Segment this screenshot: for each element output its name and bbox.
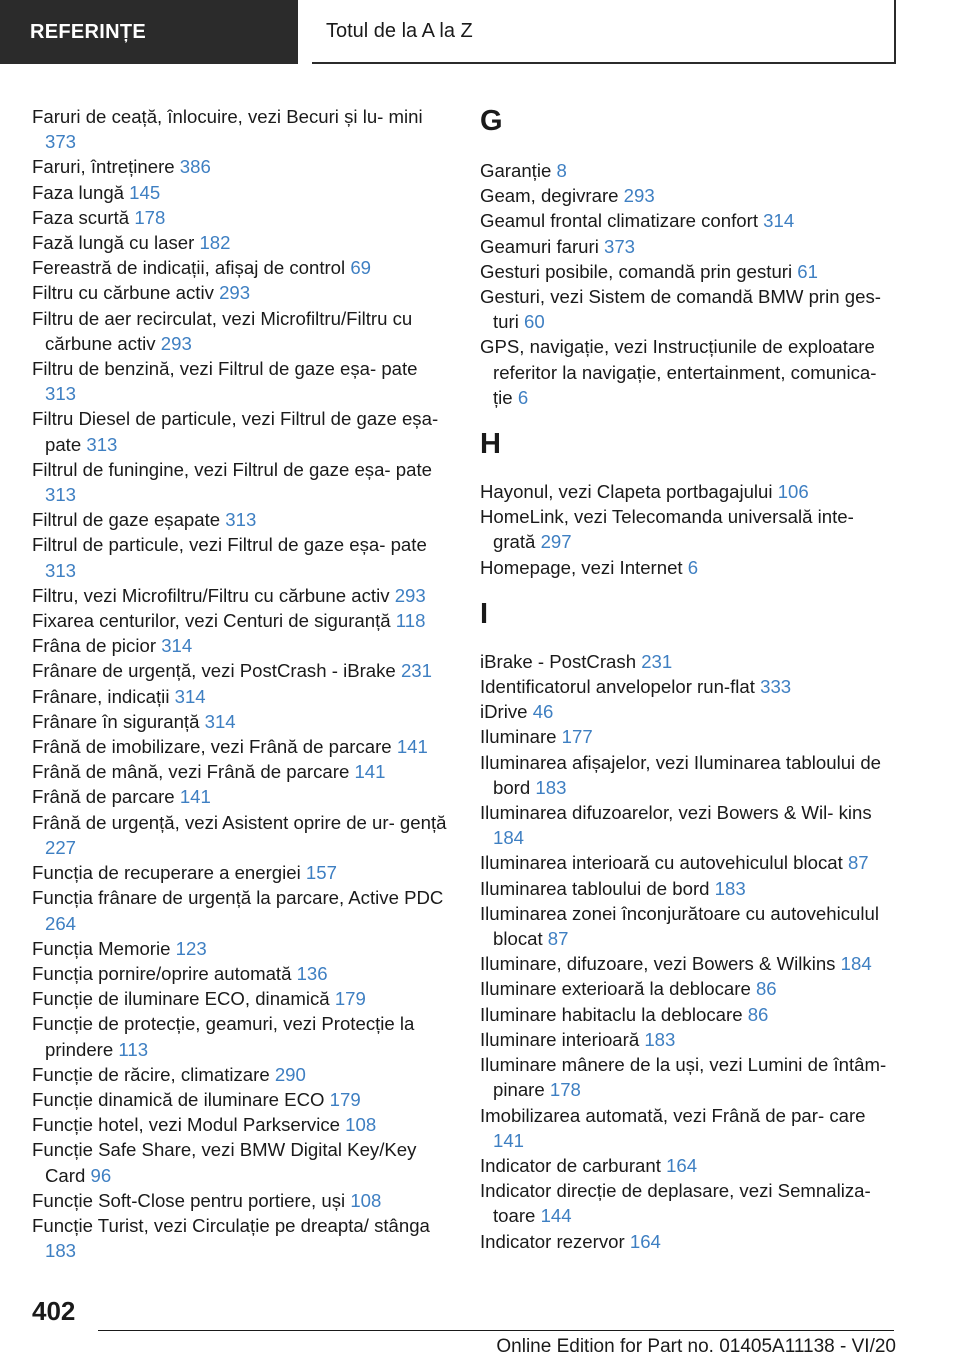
section-label: REFERINȚE (30, 20, 147, 43)
index-entry (480, 259, 900, 284)
index-entry-text: Geam, degivrare (480, 185, 619, 207)
index-entry-text: Iluminarea interioară cu autovehiculul blocat (480, 852, 843, 874)
index-entry (480, 1153, 900, 1178)
edition-note: Online Edition for Part no. 01405A11138 - VI/20 (496, 1336, 896, 1357)
page-reference-link[interactable]: 313 (45, 484, 77, 506)
page-reference-link[interactable]: 297 (540, 531, 572, 553)
page-reference-link[interactable]: 144 (540, 1205, 572, 1227)
page-reference-link[interactable]: 141 (396, 736, 428, 758)
index-entry (480, 1229, 900, 1254)
index-entry-text: HomeLink, vezi Telecomanda universală inte‐ grată (480, 506, 854, 553)
page-reference-link[interactable]: 183 (45, 1240, 77, 1262)
index-entry (32, 658, 452, 683)
index-entry-text: Iluminare (480, 726, 557, 748)
index-entry-text: Frânare de urgență, vezi PostCrash - iBrake (32, 660, 396, 682)
index-entry-text: Funcția frânare de urgență la parcare, Active PDC (32, 887, 444, 909)
index-letter-heading: I (480, 597, 489, 630)
index-entry (32, 205, 452, 230)
index-entry-text: Filtru de benzină, vezi Filtrul de gaze eșa‐ pate (32, 358, 418, 380)
index-entry (480, 901, 900, 951)
index-entry-text: Faruri de ceață, înlocuire, vezi Becuri și lu‐ mini (32, 106, 423, 127)
page-reference-link[interactable]: 113 (118, 1038, 149, 1060)
page-reference-link[interactable]: 373 (604, 235, 636, 257)
page-reference-link[interactable]: 313 (45, 559, 77, 581)
page-reference-link[interactable]: 313 (86, 433, 118, 455)
index-entry-text: Funcția pornire/oprire automată (32, 962, 292, 984)
index-entry (480, 334, 900, 410)
page-reference-link[interactable]: 333 (760, 676, 792, 698)
page-reference-link[interactable]: 60 (524, 311, 545, 333)
page-reference-link[interactable]: 182 (199, 232, 231, 254)
page-reference-link[interactable]: 293 (623, 185, 655, 207)
index-entry (480, 649, 900, 674)
index-entry (32, 608, 452, 633)
index-entry-text: Identificatorul anvelopelor run-flat (480, 676, 755, 698)
page-reference-link[interactable]: 183 (714, 877, 746, 899)
page-reference-link[interactable]: 87 (547, 928, 569, 950)
index-entry (480, 284, 900, 334)
page-reference-link[interactable]: 179 (329, 1088, 361, 1110)
page-reference-link[interactable]: 314 (763, 210, 795, 232)
index-entry-text: Filtrul de gaze eșapate (32, 509, 221, 531)
index-entry (32, 885, 452, 935)
index-letter-heading: H (480, 428, 501, 461)
index-entry (32, 406, 452, 456)
index-entry (32, 532, 452, 582)
page-reference-link[interactable]: 106 (777, 481, 809, 503)
index-entry (32, 1062, 452, 1087)
index-column-right (480, 104, 900, 1254)
page-reference-link[interactable]: 314 (204, 710, 236, 732)
index-entry (480, 876, 900, 901)
page-reference-link[interactable]: 6 (517, 386, 529, 408)
page-reference-link[interactable]: 178 (549, 1079, 581, 1101)
index-entry-text: iDrive (480, 701, 528, 723)
index-entry (480, 1103, 900, 1153)
index-entry-text: Funcție hotel, vezi Modul Parkservice (32, 1114, 340, 1136)
index-entry (32, 1188, 452, 1213)
page-reference-link[interactable]: 184 (493, 827, 525, 849)
index-entry (32, 1011, 452, 1061)
index-entry (480, 750, 900, 800)
page-reference-link[interactable]: 46 (532, 701, 554, 723)
index-entry (32, 784, 452, 809)
index-entry-text: Iluminare interioară (480, 1028, 640, 1050)
index-entry-text: Indicator rezervor (480, 1230, 625, 1252)
page-reference-link[interactable]: 141 (493, 1129, 525, 1151)
page-reference-link[interactable]: 145 (129, 181, 161, 203)
index-entry-text: Fixarea centurilor, vezi Centuri de siguranță (32, 610, 391, 632)
index-entry-text: Filtru Diesel de particule, vezi Filtrul de gaze eșa‐ pate (32, 408, 439, 455)
index-entry-text: Funcție de protecție, geamuri, vezi Protecție la prindere (32, 1013, 415, 1060)
index-entry-text: Indicator direcție de deplasare, vezi Semnaliza‐ toare (480, 1180, 871, 1227)
index-entry-text: Faza lungă (32, 181, 124, 203)
index-entry (480, 850, 900, 875)
index-entry (480, 976, 900, 1001)
index-entry (32, 1137, 452, 1187)
page-reference-link[interactable]: 293 (394, 584, 426, 606)
index-entry-text: Iluminare exterioară la deblocare (480, 978, 751, 1000)
index-entry-text: Gesturi posibile, comandă prin gesturi (480, 260, 793, 282)
index-entry-text: Fază lungă cu laser (32, 232, 195, 254)
page-title: Totul de la A la Z (326, 19, 473, 42)
index-entry (480, 951, 900, 976)
index-entry (480, 234, 900, 259)
page-reference-link[interactable]: 227 (45, 836, 77, 858)
index-entry-text: Funcția de recuperare a energiei (32, 862, 301, 884)
index-entry-text: Iluminare mânere de la uși, vezi Lumini de întâm‐ pinare (480, 1054, 887, 1101)
index-entry-text: Filtrul de funingine, vezi Filtrul de gaze eșa‐ pate (32, 458, 432, 480)
index-entry (480, 800, 900, 850)
index-entry (480, 208, 900, 233)
page-reference-link[interactable]: 87 (847, 852, 869, 874)
index-entry-text: Indicator de carburant (480, 1154, 661, 1176)
section-tab (0, 0, 298, 64)
index-column-left (32, 104, 452, 1263)
index-entry (480, 183, 900, 208)
index-entry-text: Funcție de iluminare ECO, dinamică (32, 988, 330, 1010)
index-entry (480, 479, 900, 504)
page-reference-link[interactable]: 86 (747, 1003, 769, 1025)
index-entry-text: Funcție Turist, vezi Circulație pe dreapta/ stânga (32, 1214, 430, 1236)
index-entry-text: Iluminarea tabloului de bord (480, 877, 710, 899)
index-entry-text: Filtrul de particule, vezi Filtrul de gaze eșa‐ pate (32, 534, 427, 556)
index-entry (32, 280, 452, 305)
index-entry-text: Frână de imobilizare, vezi Frână de parcare (32, 736, 392, 758)
index-entry (480, 1027, 900, 1052)
page-reference-link[interactable]: 108 (345, 1114, 377, 1136)
page-reference-link[interactable]: 178 (134, 206, 166, 228)
page-reference-link[interactable]: 164 (629, 1230, 661, 1252)
page-reference-link[interactable]: 157 (305, 862, 337, 884)
index-entry-text: Frânare, indicații (32, 685, 170, 707)
index-entry-text: Frână de urgență, vezi Asistent oprire de ur‐ gență (32, 811, 447, 833)
index-entry (32, 936, 452, 961)
index-entry (32, 633, 452, 658)
index-entry-text: Geamuri faruri (480, 235, 599, 257)
index-entry (32, 810, 452, 860)
index-entry (32, 154, 452, 179)
index-entry (32, 709, 452, 734)
page-reference-link[interactable]: 314 (161, 635, 193, 657)
index-entry-text: Iluminarea afișajelor, vezi Iluminarea tabloului de bord (480, 751, 882, 798)
page-reference-link[interactable]: 183 (535, 776, 567, 798)
index-entry-text: Iluminarea zonei înconjurătoare cu autovehiculul blocat (480, 902, 879, 950)
page-reference-link[interactable]: 141 (354, 761, 386, 783)
page-reference-link[interactable]: 86 (755, 978, 777, 1000)
index-entry-text: Funcția Memorie (32, 937, 171, 959)
page-reference-link[interactable]: 183 (644, 1028, 676, 1050)
page-reference-link[interactable]: 177 (561, 726, 593, 748)
page-reference-link[interactable]: 96 (90, 1164, 112, 1186)
index-entry-text: Frână de parcare (32, 786, 175, 808)
index-entry-text: Iluminarea difuzoarelor, vezi Bowers & Wil‐ kins (480, 802, 872, 824)
index-entry (32, 583, 452, 608)
index-entry (32, 1087, 452, 1112)
page-reference-link[interactable]: 231 (641, 650, 673, 672)
footer-divider (98, 1330, 894, 1331)
index-entry-text: Frânare în siguranță (32, 710, 200, 732)
index-entry (480, 1052, 900, 1102)
index-entry (480, 158, 900, 183)
page-reference-link[interactable]: 118 (395, 610, 426, 632)
page-reference-link[interactable]: 141 (179, 786, 211, 808)
index-entry-text: Filtru de aer recirculat, vezi Microfiltru/Filtru cu cărbune activ (32, 307, 413, 354)
index-entry-text: Gesturi, vezi Sistem de comandă BMW prin ges‐ turi (480, 286, 881, 333)
page-number: 402 (32, 1296, 76, 1326)
index-entry (32, 961, 452, 986)
index-letter-heading: G (480, 105, 503, 137)
index-entry (480, 504, 900, 554)
index-entry (32, 759, 452, 784)
index-entry (32, 1112, 452, 1137)
index-entry (32, 507, 452, 532)
page-reference-link[interactable]: 179 (334, 988, 366, 1010)
index-entry-text: Frână de mână, vezi Frână de parcare (32, 761, 350, 783)
page-reference-link[interactable]: 164 (666, 1154, 698, 1176)
index-entry (32, 734, 452, 759)
index-entry (32, 180, 452, 205)
page-reference-link[interactable]: 313 (225, 509, 257, 531)
page-reference-link[interactable]: 231 (400, 660, 432, 682)
index-entry-text: Filtru cu cărbune activ (32, 282, 214, 304)
page-reference-link[interactable]: 184 (840, 953, 872, 975)
index-entry (32, 860, 452, 885)
index-entry-text: Funcție dinamică de iluminare ECO (32, 1088, 325, 1110)
page-reference-link[interactable]: 386 (179, 156, 211, 178)
page-reference-link[interactable]: 313 (45, 383, 77, 405)
index-entry (32, 356, 452, 406)
index-entry-text: Funcție Safe Share, vezi BMW Digital Key/Key Card (32, 1139, 417, 1186)
index-entry (480, 699, 900, 724)
index-entry-text: GPS, navigație, vezi Instrucțiunile de exploatare referitor la navigație, entertainment, comunica‐ ție (480, 336, 877, 408)
page-reference-link[interactable]: 293 (219, 282, 251, 304)
page-reference-link[interactable]: 108 (350, 1189, 382, 1211)
page-header (312, 0, 896, 64)
index-entry-text: Frâna de picior (32, 635, 157, 657)
index-entry-text: Iluminare habitaclu la deblocare (480, 1003, 743, 1025)
page-reference-link[interactable]: 6 (687, 556, 699, 578)
index-entry (480, 555, 900, 580)
index-entry (32, 230, 452, 255)
page-reference-link[interactable]: 264 (45, 912, 77, 934)
index-entry (480, 1178, 900, 1228)
index-entry-text: Funcție de răcire, climatizare (32, 1063, 270, 1085)
page-reference-link[interactable]: 123 (175, 937, 207, 959)
page-reference-link[interactable]: 293 (160, 332, 192, 354)
index-entry-text: Garanție (480, 160, 552, 181)
page-reference-link[interactable]: 61 (797, 260, 818, 282)
index-entry (32, 457, 452, 507)
page-reference-link[interactable]: 373 (45, 131, 77, 153)
index-entry (32, 255, 452, 280)
index-entry-text: Faza scurtă (32, 206, 130, 228)
index-entry-text: Hayonul, vezi Clapeta portbagajului (480, 481, 773, 503)
index-entry (32, 306, 452, 356)
index-entry (480, 724, 900, 749)
index-entry-text: Iluminare, difuzoare, vezi Bowers & Wilkins (480, 953, 836, 975)
index-entry-text: Funcție Soft-Close pentru portiere, uși (32, 1189, 346, 1211)
index-entry (480, 1002, 900, 1027)
index-entry-text: Homepage, vezi Internet (480, 556, 683, 578)
index-entry-text: Geamul frontal climatizare confort (480, 210, 758, 232)
index-entry (32, 684, 452, 709)
index-entry-text: Fereastră de indicații, afișaj de control (32, 257, 346, 279)
page-reference-link[interactable]: 69 (350, 257, 372, 279)
index-entry (32, 986, 452, 1011)
page-reference-link[interactable]: 314 (174, 685, 206, 707)
page-reference-link[interactable]: 290 (274, 1063, 306, 1085)
index-entry (32, 1213, 452, 1263)
index-entry-text: Faruri, întreținere (32, 156, 175, 178)
index-entry-text: Imobilizarea automată, vezi Frână de par‐ care (480, 1104, 866, 1126)
page-reference-link[interactable]: 136 (296, 962, 328, 984)
index-entry-text: Filtru, vezi Microfiltru/Filtru cu cărbune activ (32, 584, 390, 606)
page-reference-link[interactable]: 8 (556, 160, 567, 181)
index-entry (32, 104, 452, 154)
index-entry-text: iBrake - PostCrash (480, 650, 637, 672)
index-entry (480, 674, 900, 699)
